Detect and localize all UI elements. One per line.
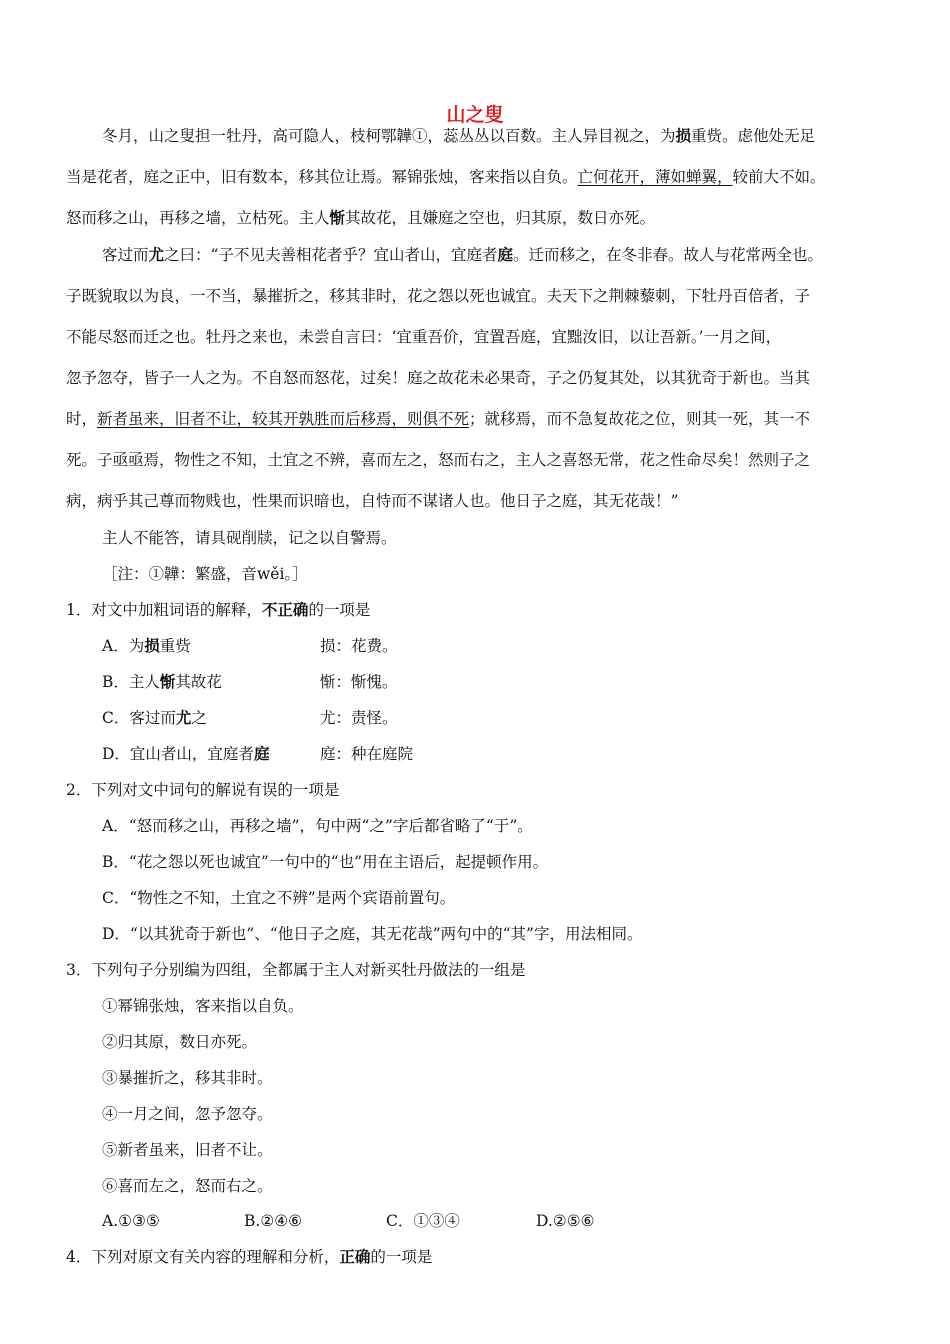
underlined-phrase: 亡何花开，薄如蝉翼， [577, 168, 733, 186]
list-item: ①幂锦张烛，客来指以自负。 [102, 997, 304, 1015]
underlined-phrase: 新者虽来，旧者不让，较其开孰胜而后移焉，则俱不死 [97, 410, 470, 428]
passage-line: 客过而尤之曰：“子不见夫善相花者乎？宜山者山，宜庭者庭。迁而移之，在冬非春。故人与花常两全也。 [102, 246, 823, 264]
passage-line: 不能尽怒而迁之也。牡丹之来也，未尝自言曰：‘宜重吾价，宜置吾庭，宜黜汝旧，以让吾新。’一月之间， [66, 328, 782, 346]
passage-line: 冬月，山之叟担一牡丹，高可隐人，枝柯鄂韡①，蕊丛丛以百数。主人异目视之，为损重赀。虑他处无足 [102, 127, 816, 145]
option-row: C．客过而尤之 [102, 709, 207, 727]
passage-line: 子既貌取以为良，一不当，暴摧折之，移其非时，花之怨以死也诚宜。夫天下之荆棘藜刺，下牡丹百倍者，子 [66, 287, 811, 305]
question-stem: 1．对文中加粗词语的解释，不正确的一项是 [66, 601, 371, 619]
option-row: C．“物性之不知，土宜之不辨”是两个宾语前置句。 [102, 889, 456, 907]
bold-keyword: 庭 [497, 246, 513, 264]
option-row: A．为损重赀 [102, 637, 191, 655]
option-row: B．“花之怨以死也诚宜”一句中的“也”用在主语后，起提顿作用。 [102, 853, 549, 871]
bold-keyword: 尤 [175, 709, 192, 727]
bold-keyword: 损 [144, 637, 160, 655]
bold-keyword: 庭 [253, 745, 270, 763]
list-item: ④一月之间，忽予忽夺。 [102, 1105, 273, 1123]
question-stem: 2．下列对文中词句的解说有误的一项是 [66, 781, 340, 799]
question-stem: 4．下列对原文有关内容的理解和分析，正确的一项是 [66, 1248, 433, 1266]
option-gloss: 庭：种在庭院 [320, 745, 414, 763]
passage-line: 时，新者虽来，旧者不让，较其开孰胜而后移焉，则俱不死；就移焉，而不急复故花之位，则其一死，其一不 [66, 410, 811, 428]
passage-line: 忽予忽夺，皆子一人之为。不自怒而怒花，过矣！庭之故花未必果奇，子之仍复其处，以其犹奇于新也。当其 [66, 369, 811, 387]
question-stem: 3．下列句子分别编为四组，全都属于主人对新买牡丹做法的一组是 [66, 961, 526, 979]
passage-line: 主人不能答，请具砚削牍，记之以自警焉。 [102, 529, 397, 547]
list-item: ⑤新者虽来，旧者不让。 [102, 1141, 273, 1159]
page-title: 山之叟 [446, 104, 504, 126]
passage-line: 当是花者，庭之正中，旧有数本，移其位让焉。幂锦张烛，客来指以自负。亡何花开，薄如蝉翼，较前大不如。 [66, 168, 826, 186]
option-gloss: 惭：惭愧。 [320, 673, 398, 691]
option-gloss: 尤：责怪。 [320, 709, 398, 727]
bold-keyword: 正确 [339, 1248, 371, 1266]
passage-line: 病，病乎其己尊而物贱也，性果而识暗也，自恃而不谋诸人也。他日子之庭，其无花哉！” [66, 492, 679, 510]
answer-choice: D.②⑤⑥ [536, 1212, 595, 1230]
list-item: ③暴摧折之，移其非时。 [102, 1069, 273, 1087]
bold-keyword: 惭 [159, 673, 176, 691]
answer-choice: C．①③④ [386, 1212, 460, 1230]
option-row: D．“以其犹奇于新也”、“他日子之庭，其无花哉”两句中的“其”字，用法相同。 [102, 925, 643, 943]
answer-choice: A.①③⑤ [102, 1212, 160, 1230]
footnote: ［注：①韡：繁盛，音wěi。］ [102, 565, 308, 583]
option-row: A．“怒而移之山，再移之墙”，句中两“之”字后都省略了“于”。 [102, 817, 533, 835]
list-item: ⑥喜而左之，怒而右之。 [102, 1177, 273, 1195]
bold-keyword: 损 [675, 127, 692, 145]
bold-keyword: 尤 [148, 246, 165, 264]
bold-keyword: 惭 [329, 209, 346, 227]
list-item: ②归其原，数日亦死。 [102, 1033, 258, 1051]
bold-keyword: 不正确 [261, 601, 309, 619]
passage-line: 怒而移之山，再移之墙，立枯死。主人惭其故花，且嫌庭之空也，归其原，数日亦死。 [66, 209, 656, 227]
option-gloss: 损：花费。 [320, 637, 398, 655]
passage-line: 死。子亟亟焉，物性之不知，土宜之不辨，喜而左之，怒而右之，主人之喜怒无常，花之性命尽矣！然则子之 [66, 451, 811, 469]
option-row: D．宜山者山，宜庭者庭 [102, 745, 270, 763]
option-row: B．主人惭其故花 [102, 673, 222, 691]
answer-choice: B.②④⑥ [244, 1212, 303, 1230]
